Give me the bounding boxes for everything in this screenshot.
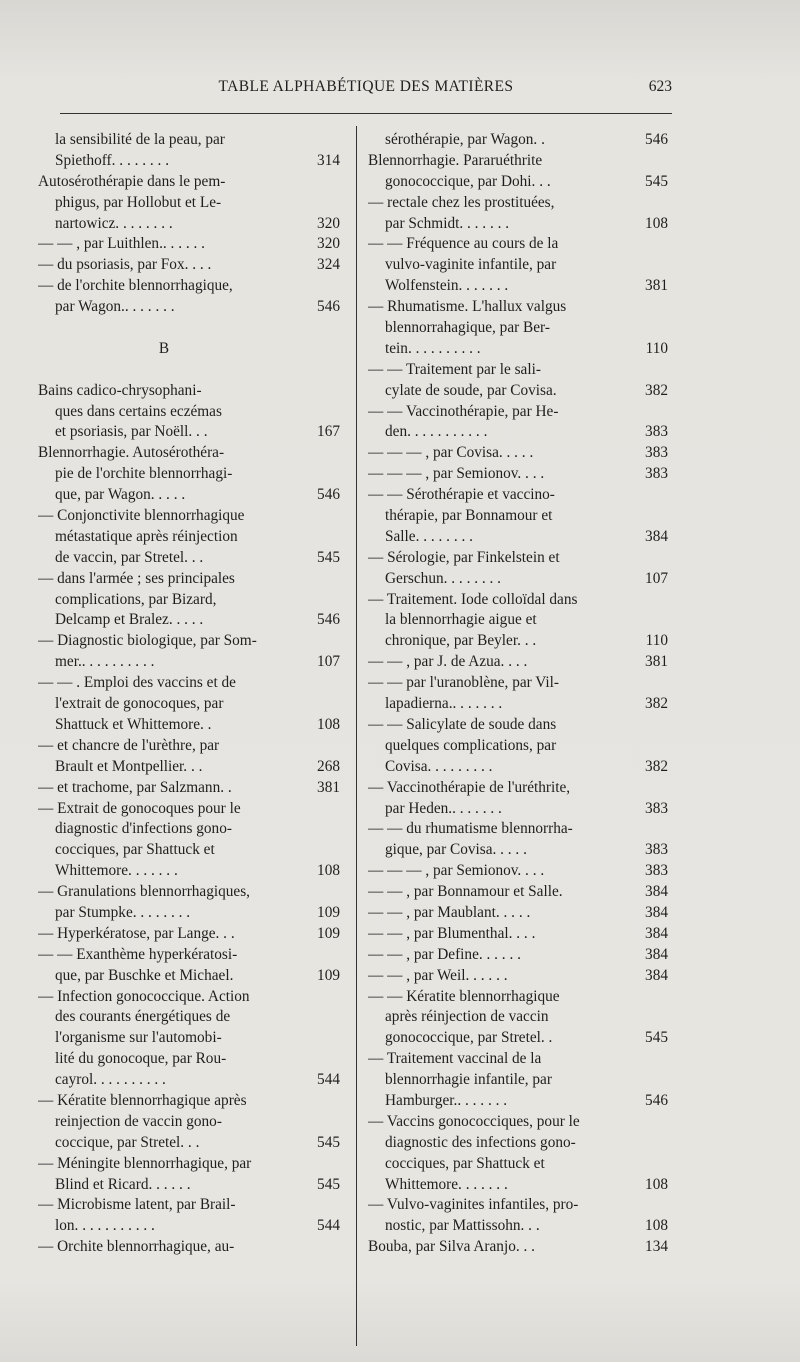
page-reference: 134 (645, 1238, 668, 1256)
right-page-refs (634, 130, 668, 1258)
page-reference: 108 (317, 715, 340, 733)
page-reference (306, 360, 340, 381)
index-entry-line: diagnostic des infections gono- (385, 1133, 576, 1151)
page-reference: 381 (645, 277, 668, 295)
page-reference: 383 (645, 799, 668, 817)
page-reference: 382 (645, 381, 668, 399)
page-reference (306, 1237, 340, 1258)
index-entry-line: cylate de soude, par Covisa. (385, 381, 557, 399)
index-entry-line: l'organisme sur l'automobi- (55, 1029, 222, 1047)
page-reference: 320 (317, 235, 340, 253)
page-reference (306, 799, 340, 820)
index-entry-line: — — Fréquence au cours de la (368, 235, 559, 253)
page-reference (306, 945, 340, 966)
index-entry-line: lité du gonocoque, par Rou- (55, 1050, 227, 1068)
page-reference (634, 360, 668, 381)
index-entry-line: — Infection gonococcique. Action (38, 987, 250, 1005)
index-entry-line: — Hyperkératose, par Lange. . . (38, 924, 235, 942)
page-reference (634, 297, 668, 318)
index-entry-line: gonococcique, par Dohi. . . (385, 172, 551, 190)
index-entry-line: — et chancre de l'urèthre, par (38, 736, 220, 754)
index-entry-line: — — par l'uranoblène, par Vil- (368, 674, 560, 692)
page-reference (634, 1195, 668, 1216)
index-entry-line: gonococcique, par Stretel. . (385, 1029, 553, 1047)
page-reference: 384 (645, 945, 668, 963)
page-reference: 544 (317, 1217, 340, 1235)
page-reference (306, 1091, 340, 1112)
page-reference (634, 590, 668, 611)
index-entry-line: — — , par Blumenthal. . . . (368, 924, 536, 942)
page-reference: 545 (645, 172, 668, 190)
index-entry-line: — — , par J. de Azua. . . . (368, 653, 528, 671)
page-reference (306, 569, 340, 590)
index-entry-line: nartowicz. . . . . . . . (55, 214, 173, 232)
page-reference (306, 402, 340, 423)
index-entry-line: thérapie, par Bonnamour et (385, 507, 553, 525)
page-reference: 545 (317, 1133, 340, 1151)
index-entry-line: nostic, par Mattissohn. . . (385, 1217, 540, 1235)
page-reference: 384 (645, 903, 668, 921)
page-reference: 382 (645, 695, 668, 713)
page-reference (634, 987, 668, 1008)
page-reference: 108 (317, 862, 340, 880)
index-entry-line: — — Vaccinothérapie, par He- (368, 402, 559, 420)
header-rule (60, 113, 672, 114)
page-reference: 109 (317, 903, 340, 921)
page-reference: 383 (645, 423, 668, 441)
index-entry-line: — Vulvo-vaginites infantiles, pro- (368, 1196, 579, 1214)
page-reference (634, 1154, 668, 1175)
index-entry-line (38, 318, 290, 339)
index-entry-line: Gerschun. . . . . . . . (385, 569, 501, 587)
page-reference: 382 (645, 757, 668, 775)
page-reference (306, 443, 340, 464)
page-reference (306, 1154, 340, 1175)
index-entry-line: par Wagon.. . . . . . . (55, 298, 175, 316)
index-entry-line: lon. . . . . . . . . . . (55, 1217, 155, 1235)
index-entry-line: — Kératite blennorrhagique après (38, 1091, 247, 1109)
index-entry-line: — — Exanthème hyperkératosi- (38, 945, 238, 963)
page-reference: 384 (645, 924, 668, 942)
page-reference: 324 (317, 256, 340, 274)
index-entry-line: Autosérothérapie dans le pem- (38, 172, 226, 190)
page-reference: 546 (317, 611, 340, 629)
page-reference (634, 778, 668, 799)
index-entry-line: ques dans certains eczémas (55, 402, 222, 420)
index-entry-line: que, par Wagon. . . . . (55, 486, 186, 504)
page-reference: 314 (317, 151, 340, 169)
page-reference (306, 1049, 340, 1070)
index-entry-line: Covisa. . . . . . . . . (385, 757, 493, 775)
index-entry-line: — — Sérothérapie et vaccino- (368, 486, 555, 504)
page-reference (634, 715, 668, 736)
index-entry-line: gique, par Covisa. . . . . (385, 841, 527, 859)
index-entry-line: Spiethoff. . . . . . . . (55, 151, 170, 169)
page-reference: 384 (645, 966, 668, 984)
index-entry-line: B (158, 339, 170, 357)
page-reference: 167 (317, 423, 340, 441)
index-entry-line: — — , par Weil. . . . . . (368, 966, 508, 984)
page-reference: 108 (645, 1217, 668, 1235)
page-reference (306, 590, 340, 611)
page-reference: 381 (645, 653, 668, 671)
index-entry-line: phigus, par Hollobut et Le- (55, 193, 222, 211)
page-reference: 383 (645, 465, 668, 483)
page-reference (306, 1195, 340, 1216)
index-entry-line: des courants énergétiques de (55, 1008, 231, 1026)
page-reference: 383 (645, 862, 668, 880)
index-entry-line: blennorrhagie infantile, par (385, 1071, 552, 1089)
page-reference: 110 (645, 632, 668, 650)
index-entry-line: la sensibilité de la peau, par (55, 131, 225, 148)
index-entry-line: quelques complications, par (385, 736, 557, 754)
page-reference (306, 464, 340, 485)
index-entry-line: Whittemore. . . . . . . (385, 1175, 508, 1193)
index-entry-line: den. . . . . . . . . . . (385, 423, 488, 441)
index-entry-line: Blennorrhagie. Pararuéthrite (368, 151, 543, 169)
index-entry-line: — — — , par Covisa. . . . . (368, 444, 534, 462)
index-entry-line: tein. . . . . . . . . . (385, 339, 481, 357)
index-entry-line: — Sérologie, par Finkelstein et (368, 548, 560, 566)
page-reference: 545 (317, 548, 340, 566)
index-entry-line: chronique, par Beyler. . . (385, 632, 537, 650)
page-reference (306, 193, 340, 214)
page-reference (634, 193, 668, 214)
page-reference: 109 (317, 966, 340, 984)
index-entry-line: — — , par Bonnamour et Salle. (368, 883, 563, 901)
index-entry-line: et psoriasis, par Noëll. . . (55, 423, 208, 441)
index-entry-line: Whittemore. . . . . . . (55, 862, 178, 880)
page-reference (634, 819, 668, 840)
index-entry-line: — du psoriasis, par Fox. . . . (38, 256, 212, 274)
index-entry-line: — Microbisme latent, par Brail- (38, 1196, 236, 1214)
page-reference: 107 (645, 569, 668, 587)
page-reference (306, 276, 340, 297)
page-reference (634, 736, 668, 757)
index-entry-line: — — , par Maublant. . . . . (368, 903, 531, 921)
page-reference (306, 130, 340, 151)
page-reference (634, 1049, 668, 1070)
index-entry-line: sérothérapie, par Wagon. . (385, 131, 545, 148)
page-reference (634, 506, 668, 527)
page-reference (306, 506, 340, 527)
page-reference: 383 (645, 841, 668, 859)
page-reference (306, 527, 340, 548)
page-reference (634, 318, 668, 339)
index-entry-line: Salle. . . . . . . . (385, 527, 473, 545)
index-entry-line: vulvo-vaginite infantile, par (385, 256, 557, 274)
index-entry-line: de vaccin, par Stretel. . . (55, 548, 204, 566)
page-reference (634, 234, 668, 255)
page-reference (306, 882, 340, 903)
right-column (368, 130, 616, 1258)
index-entry-line: — — — , par Semionov. . . . (368, 465, 545, 483)
running-title: TABLE ALPHABÉTIQUE DES MATIÈRES (218, 78, 514, 95)
page-reference (306, 339, 340, 360)
index-entry-line: — Traitement. Iode colloïdal dans (368, 590, 578, 608)
index-entry-line: — Rhumatisme. L'hallux valgus (368, 298, 567, 316)
left-page-refs (306, 130, 340, 1258)
page-reference (306, 1007, 340, 1028)
index-entry-line: — — . Emploi des vaccins et de (38, 674, 236, 692)
page-reference (306, 1112, 340, 1133)
index-entry-line: — rectale chez les prostituées, (368, 193, 555, 211)
index-entry-line: — Orchite blennorrhagique, au- (38, 1238, 235, 1256)
page-reference: 268 (317, 757, 340, 775)
page-reference: 320 (317, 214, 340, 232)
index-entry-line: l'extrait de gonocoques, par (55, 695, 224, 713)
page-reference (306, 987, 340, 1008)
index-entry-line: — — — , par Semionov. . . . (368, 862, 545, 880)
page-reference: 546 (317, 486, 340, 504)
page-reference: 108 (645, 1175, 668, 1193)
page-reference (634, 1070, 668, 1091)
index-entry-line: diagnostic d'infections gono- (55, 820, 232, 838)
index-entry-line: reinjection de vaccin gono- (55, 1112, 222, 1130)
index-entry-line: — dans l'armée ; ses principales (38, 569, 235, 587)
page-reference (306, 631, 340, 652)
page-reference: 546 (645, 131, 668, 148)
page-reference (306, 673, 340, 694)
page-reference: 546 (645, 1091, 668, 1109)
index-entry-line: cayrol. . . . . . . . . . (55, 1071, 166, 1089)
index-entry-line: — Extrait de gonocoques pour le (38, 799, 241, 817)
index-entry-line: — et trachome, par Salzmann. . (38, 778, 232, 796)
page-reference: 545 (317, 1175, 340, 1193)
index-entry-line: — — du rhumatisme blennorrha- (368, 820, 573, 838)
page-reference (306, 736, 340, 757)
page-reference (634, 485, 668, 506)
index-entry-line: par Schmidt. . . . . . . (385, 214, 510, 232)
index-entry-line: cocciques, par Shattuck et (55, 841, 215, 859)
page-reference: 108 (645, 214, 668, 232)
index-entry-line: Blind et Ricard. . . . . . (55, 1175, 191, 1193)
page-reference (306, 694, 340, 715)
index-entry-line: Wolfenstein. . . . . . . (385, 277, 509, 295)
index-entry-line: métastatique après réinjection (55, 527, 238, 545)
index-entry-line: Shattuck et Whittemore. . (55, 715, 212, 733)
index-entry-line: — de l'orchite blennorrhagique, (38, 277, 233, 295)
index-entry-line: blennorrahagique, par Ber- (385, 319, 550, 337)
index-entry-line: — — , par Define. . . . . . (368, 945, 521, 963)
index-entry-line: Blennorrhagie. Autosérothéra- (38, 444, 225, 462)
column-divider (356, 126, 357, 1346)
left-column (38, 130, 290, 1258)
index-entry-line: pie de l'orchite blennorrhagi- (55, 465, 233, 483)
index-entry-line: que, par Buschke et Michael. (55, 966, 234, 984)
page-reference: 381 (317, 778, 340, 796)
index-entry-line: — — Traitement par le sali- (368, 360, 541, 378)
index-entry-line: — Conjonctivite blennorrhagique (38, 507, 245, 525)
page-reference (306, 840, 340, 861)
page-reference (634, 673, 668, 694)
page-reference: 383 (645, 444, 668, 462)
page-reference: 545 (645, 1029, 668, 1047)
page-reference (634, 1007, 668, 1028)
index-entry-line: la blennorrhagie aigue et (385, 611, 537, 629)
index-entry-line: coccique, par Stretel. . . (55, 1133, 200, 1151)
index-entry-line: — Vaccinothérapie de l'uréthrite, (368, 778, 571, 796)
page-reference: 109 (317, 924, 340, 942)
page-reference (634, 402, 668, 423)
index-entry-line (38, 360, 290, 381)
page-reference (306, 381, 340, 402)
page-reference (306, 1028, 340, 1049)
index-entry-line: — Vaccins gonococciques, pour le (368, 1112, 580, 1130)
index-entry-line: Bouba, par Silva Aranjo. . . (368, 1238, 535, 1256)
page-reference (306, 819, 340, 840)
index-entry-line: lapadierna.. . . . . . . (385, 695, 503, 713)
index-entry-line: après réinjection de vaccin (385, 1008, 549, 1026)
page-reference (634, 610, 668, 631)
page-reference (634, 1133, 668, 1154)
index-entry-line: Bains cadico-chrysophani- (38, 381, 202, 399)
page-reference (634, 548, 668, 569)
index-entry-line: complications, par Bizard, (55, 590, 217, 608)
index-entry-line: Hamburger.. . . . . . . (385, 1091, 508, 1109)
index-entry-line: par Heden.. . . . . . . (385, 799, 502, 817)
page-reference (634, 1112, 668, 1133)
index-entry-line: — Traitement vaccinal de la (368, 1050, 542, 1068)
index-entry-line: Brault et Montpellier. . . (55, 757, 203, 775)
index-entry-line: par Stumpke. . . . . . . . (55, 903, 191, 921)
index-entry-line: cocciques, par Shattuck et (385, 1154, 545, 1172)
page-reference (634, 255, 668, 276)
index-entry-line: — Diagnostic biologique, par Som- (38, 632, 257, 650)
page-reference (306, 318, 340, 339)
index-entry-line: — — , par Luithlen.. . . . . . (38, 235, 205, 253)
page-reference: 384 (645, 883, 668, 901)
index-entry-line: — — Salicylate de soude dans (368, 715, 557, 733)
index-entry-line: Delcamp et Bralez. . . . . (55, 611, 204, 629)
page-reference (634, 151, 668, 172)
page-reference: 107 (317, 653, 340, 671)
index-entry-line: — Granulations blennorrhagiques, (38, 883, 250, 901)
page-number: 623 (648, 78, 672, 95)
index-entry-line: — Méningite blennorrhagique, par (38, 1154, 252, 1172)
page-reference: 110 (645, 339, 668, 357)
page-reference: 546 (317, 298, 340, 316)
page-header (60, 78, 672, 102)
page-reference (306, 172, 340, 193)
index-entry-line: mer.. . . . . . . . . . (55, 653, 155, 671)
page-reference: 544 (317, 1071, 340, 1089)
page-reference: 384 (645, 527, 668, 545)
index-entry-line: — — Kératite blennorrhagique (368, 987, 560, 1005)
